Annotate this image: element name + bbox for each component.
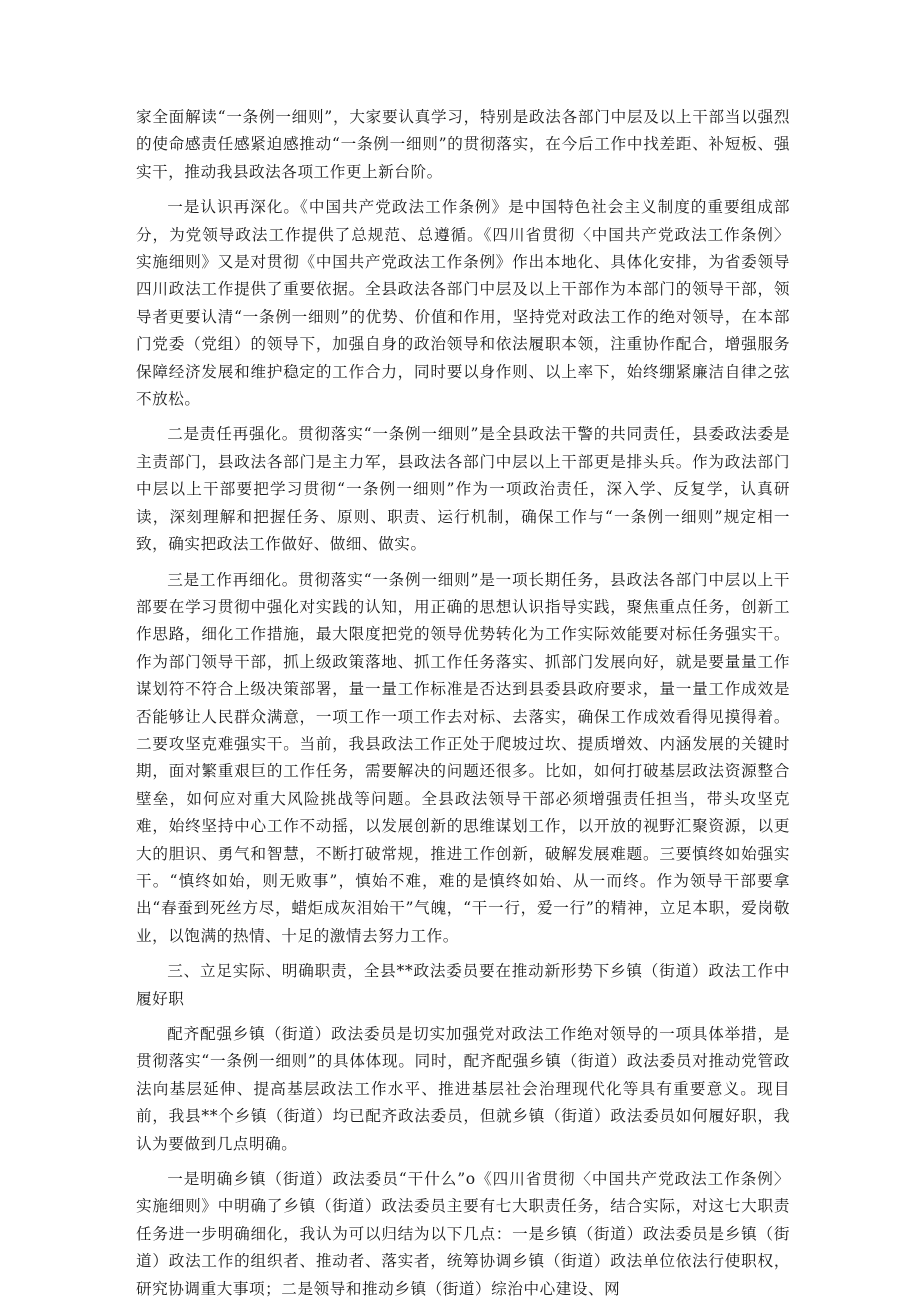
paragraph-township-committee: 配齐配强乡镇（街道）政法委员是切实加强党对政法工作绝对领导的一项具体举措，是贯彻落实“一条例一细则”的具体体现。同时，配齐配强乡镇（街道）政法委员对推动党管政法向基层延伸、提高基层政法工作水平、推进基层社会治理现代化等具有重要意义。现目前，我县**个乡镇（街道）均已配齐政法委员，但就乡镇（街道）政法委员如何履好职，我认为要做到几点明确。 [136, 1025, 790, 1153]
section-heading-three: 三、立足实际、明确职责，全县**政法委员要在推动新形势下乡镇（街道）政法工作中履好职 [136, 962, 790, 1008]
paragraph-continuation: 家全面解读“一条例一细则”，大家要认真学习，特别是政法各部门中层及以上干部当以强烈的使命感责任感紧迫感推动“一条例一细则”的贯彻落实，在今后工作中找差距、补短板、强实干，推动我县政法各项工作更上新台阶。 [136, 108, 790, 181]
paragraph-cognition: 一是认识再深化。《中国共产党政法工作条例》是中国特色社会主义制度的重要组成部分，为党领导政法工作提供了总规范、总遵循。《四川省贯彻〈中国共产党政法工作条例〉实施细则》又是对贯彻《中国共产党政法工作条例》作出本地化、具体化安排，为省委领导四川政法工作提供了重要依据。全县政法各部门中层及以上干部作为本部门的领导干部，领导者更要认清“一条例一细则”的优势、价值和作用，坚持党对政法工作的绝对领导，在本部门党委（党组）的领导下，加强自身的政治领导和依法履职本领，注重协作配合，增强服务保障经济发展和维护稳定的工作合力，同时要以身作则、以上率下，始终绷紧廉洁自律之弦不放松。 [136, 198, 790, 409]
document-body [136, 104, 790, 1311]
paragraph-duties: 一是明确乡镇（街道）政法委员“干什么”o《四川省贯彻〈中国共产党政法工作条例〉实施细则》中明确了乡镇（街道）政法委员主要有七大职责任务，结合实际，对这七大职责任务进一步明确细化，我认为可以归结为以下几点：一是乡镇（街道）政法委员是乡镇（街道）政法工作的组织者、推动者、落实者，统筹协调乡镇（街道）政法单位依法行使职权，研究协调重大事项；二是领导和推动乡镇（街道）综治中心建设、网 [136, 1170, 790, 1298]
paragraph-work-refinement: 三是工作再细化。贯彻落实“一条例一细则”是一项长期任务，县政法各部门中层以上干部要在学习贯彻中强化对实践的认知，用正确的思想认识指导实践，聚焦重点任务，创新工作思路，细化工作措施，最大限度把党的领导优势转化为工作实际效能要对标任务强实干。作为部门领导干部，抓上级政策落地、抓工作任务落实、抓部门发展向好，就是要量量工作谋划符不符合上级决策部署，量一量工作标准是否达到县委县政府要求，量一量工作成效是否能够让人民群众满意，一项工作一项工作去对标、去落实，确保工作成效看得见摸得着。二要攻坚克难强实干。当前，我县政法工作正处于爬坡过坎、提质增效、内涵发展的关键时期，面对繁重艰巨的工作任务，需要解决的问题还很多。比如，如何打破基层政法资源整合壁垒，如何应对重大风险挑战等问题。全县政法领导干部必须增强责任担当，带头攻坚克难，始终坚持中心工作不动摇，以发展创新的思维谋划工作，以开放的视野汇聚资源，以更大的胆识、勇气和智慧，不断打破常规，推进工作创新，破解发展难题。三要慎终如始强实干。“慎终如始，则无败事”，慎始不难，难的是慎终如始、从一而终。作为领导干部要拿出“春蚕到死丝方尽，蜡炬成灰泪始干”气魄，“干一行，爱一行”的精神，立足本职，爱岗敬业，以饱满的热情、十足的激情去努力工作。 [136, 570, 790, 945]
paragraph-responsibility: 二是责任再强化。贯彻落实“一条例一细则”是全县政法干警的共同责任，县委政法委是主责部门，县政法各部门是主力军，县政法各部门中层以上干部更是排头兵。作为政法部门中层以上干部要把学习贯彻“一条例一细则”作为一项政治责任，深入学、反复学，认真研读，深刻理解和把握任务、原则、职责、运行机制，确保工作与“一条例一细则”规定相一致，确实把政法工作做好、做细、做实。 [136, 425, 790, 554]
